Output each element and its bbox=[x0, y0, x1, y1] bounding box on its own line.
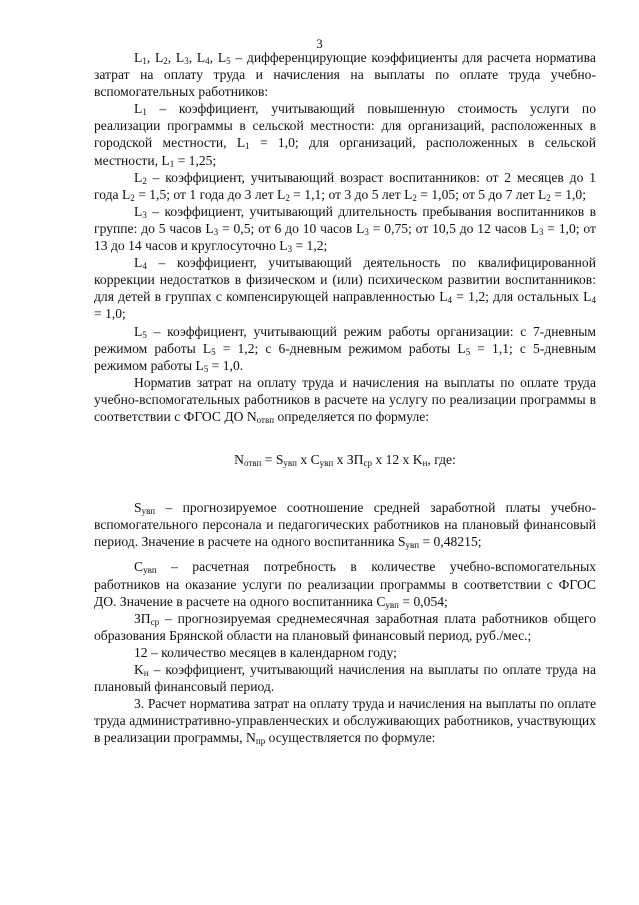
paragraph-l-coefficients: $L_1$, $L_2$, $L_3$, $L_4$, $L_5$ – дифференцирующие коэффициенты для расчета норматива затрат на оплату труда и начисления на выплаты по оплате труда учебно-вспомогательных работников: bbox=[94, 50, 596, 100]
paragraph-s-uvp: $S_{увп}$ – прогнозируемое соотношение средней заработной платы учебно-вспомогательного персонала и педагогических работников на плановый финансовый период. Значение в расчете на одного воспитанника $S_{увп} = 0,48215$; bbox=[94, 500, 596, 551]
paragraph-k-n: $K_н$ – коэффициент, учитывающий начисления на выплаты по оплате труда на плановый финансовый период. bbox=[94, 662, 596, 695]
spacer bbox=[94, 550, 596, 558]
paragraph-l4: $L_4$ – коэффициент, учитывающий деятельность по квалифицированной коррекции недостатков в физическом и (или) психическом развитии воспитанников: для детей в группах с компенсирующей направленностью $L_4 = 1,2$; для остальных $L_4 = 1,0$; bbox=[94, 255, 596, 322]
paragraph-12-months: 12 – количество месяцев в календарном году; bbox=[134, 644, 397, 660]
page-number: 3 bbox=[316, 36, 323, 51]
document-body bbox=[94, 49, 596, 746]
formula-n-otvp: $N_{отвп} = S_{увп}$ x $C_{увп}$ x $ЗП_{ср}$ x 12 x $K_н$, где: bbox=[234, 452, 456, 469]
paragraph-l5: $L_5$ – коэффициент, учитывающий режим работы организации: с 7-дневным режимом работы $L_5 = 1,2$; с 6-дневным режимом работы $L_5 = 1,1$; с 5-дневным режимом работы $L_5 = 1,0$. bbox=[94, 323, 596, 374]
paragraph-l3: $L_3$ – коэффициент, учитывающий длительность пребывания воспитанников в группе: до 5 часов $L_3 = 0,5$; от 6 до 10 часов $L_3 = 0,75$; от 10,5 до 12 часов $L_3 = 1,0$; от 13 до 14 часов и круглосуточно $L_3 = 1,2$; bbox=[94, 203, 596, 255]
paragraph-section-3: 3. Расчет норматива затрат на оплату труда и начисления на выплаты по оплате труда административно-управленческих и обслуживающих работников, участвующих в реализации программы, $N_{пр}$ осуществляется по формуле: bbox=[94, 696, 596, 747]
paragraph-c-uvp: $C_{увп}$ – расчетная потребность в количестве учебно-вспомогательных работников на оказание услуги по реализации программы в соответствии с ФГОС ДО. Значение в расчете на одного воспитанника $C_{увп} = 0,054$; bbox=[94, 559, 596, 610]
paragraph-l2: $L_2$ – коэффициент, учитывающий возраст воспитанников: от 2 месяцев до 1 года $L_2 = 1,5$; от 1 года до 3 лет $L_2 = 1,1$; от 3 до 5 лет $L_2 = 1,05$; от 5 до 7 лет $L_2 = 1,0$; bbox=[94, 169, 596, 203]
paragraph-zp-sr: $ЗП_{ср}$ – прогнозируемая среднемесячная заработная плата работников общего образования Брянской области на плановый финансовый период, руб./мес.; bbox=[94, 610, 596, 643]
paragraph-norm-intro: Норматив затрат на оплату труда и начисления на выплаты по оплате труда учебно-вспомогательных работников в расчете на услугу по реализации программы в соответствии с ФГОС ДО $N_{отвп}$ определяется по формуле: bbox=[94, 374, 596, 425]
paragraph-l1: $L_1$ – коэффициент, учитывающий повышенную стоимость услуги по реализации программы в сельской местности: для организаций, расположенных в городской местности, $L_1 = 1,0$; для организаций, расположенных в сельской местности, $L_1 = 1,25$; bbox=[94, 101, 596, 169]
